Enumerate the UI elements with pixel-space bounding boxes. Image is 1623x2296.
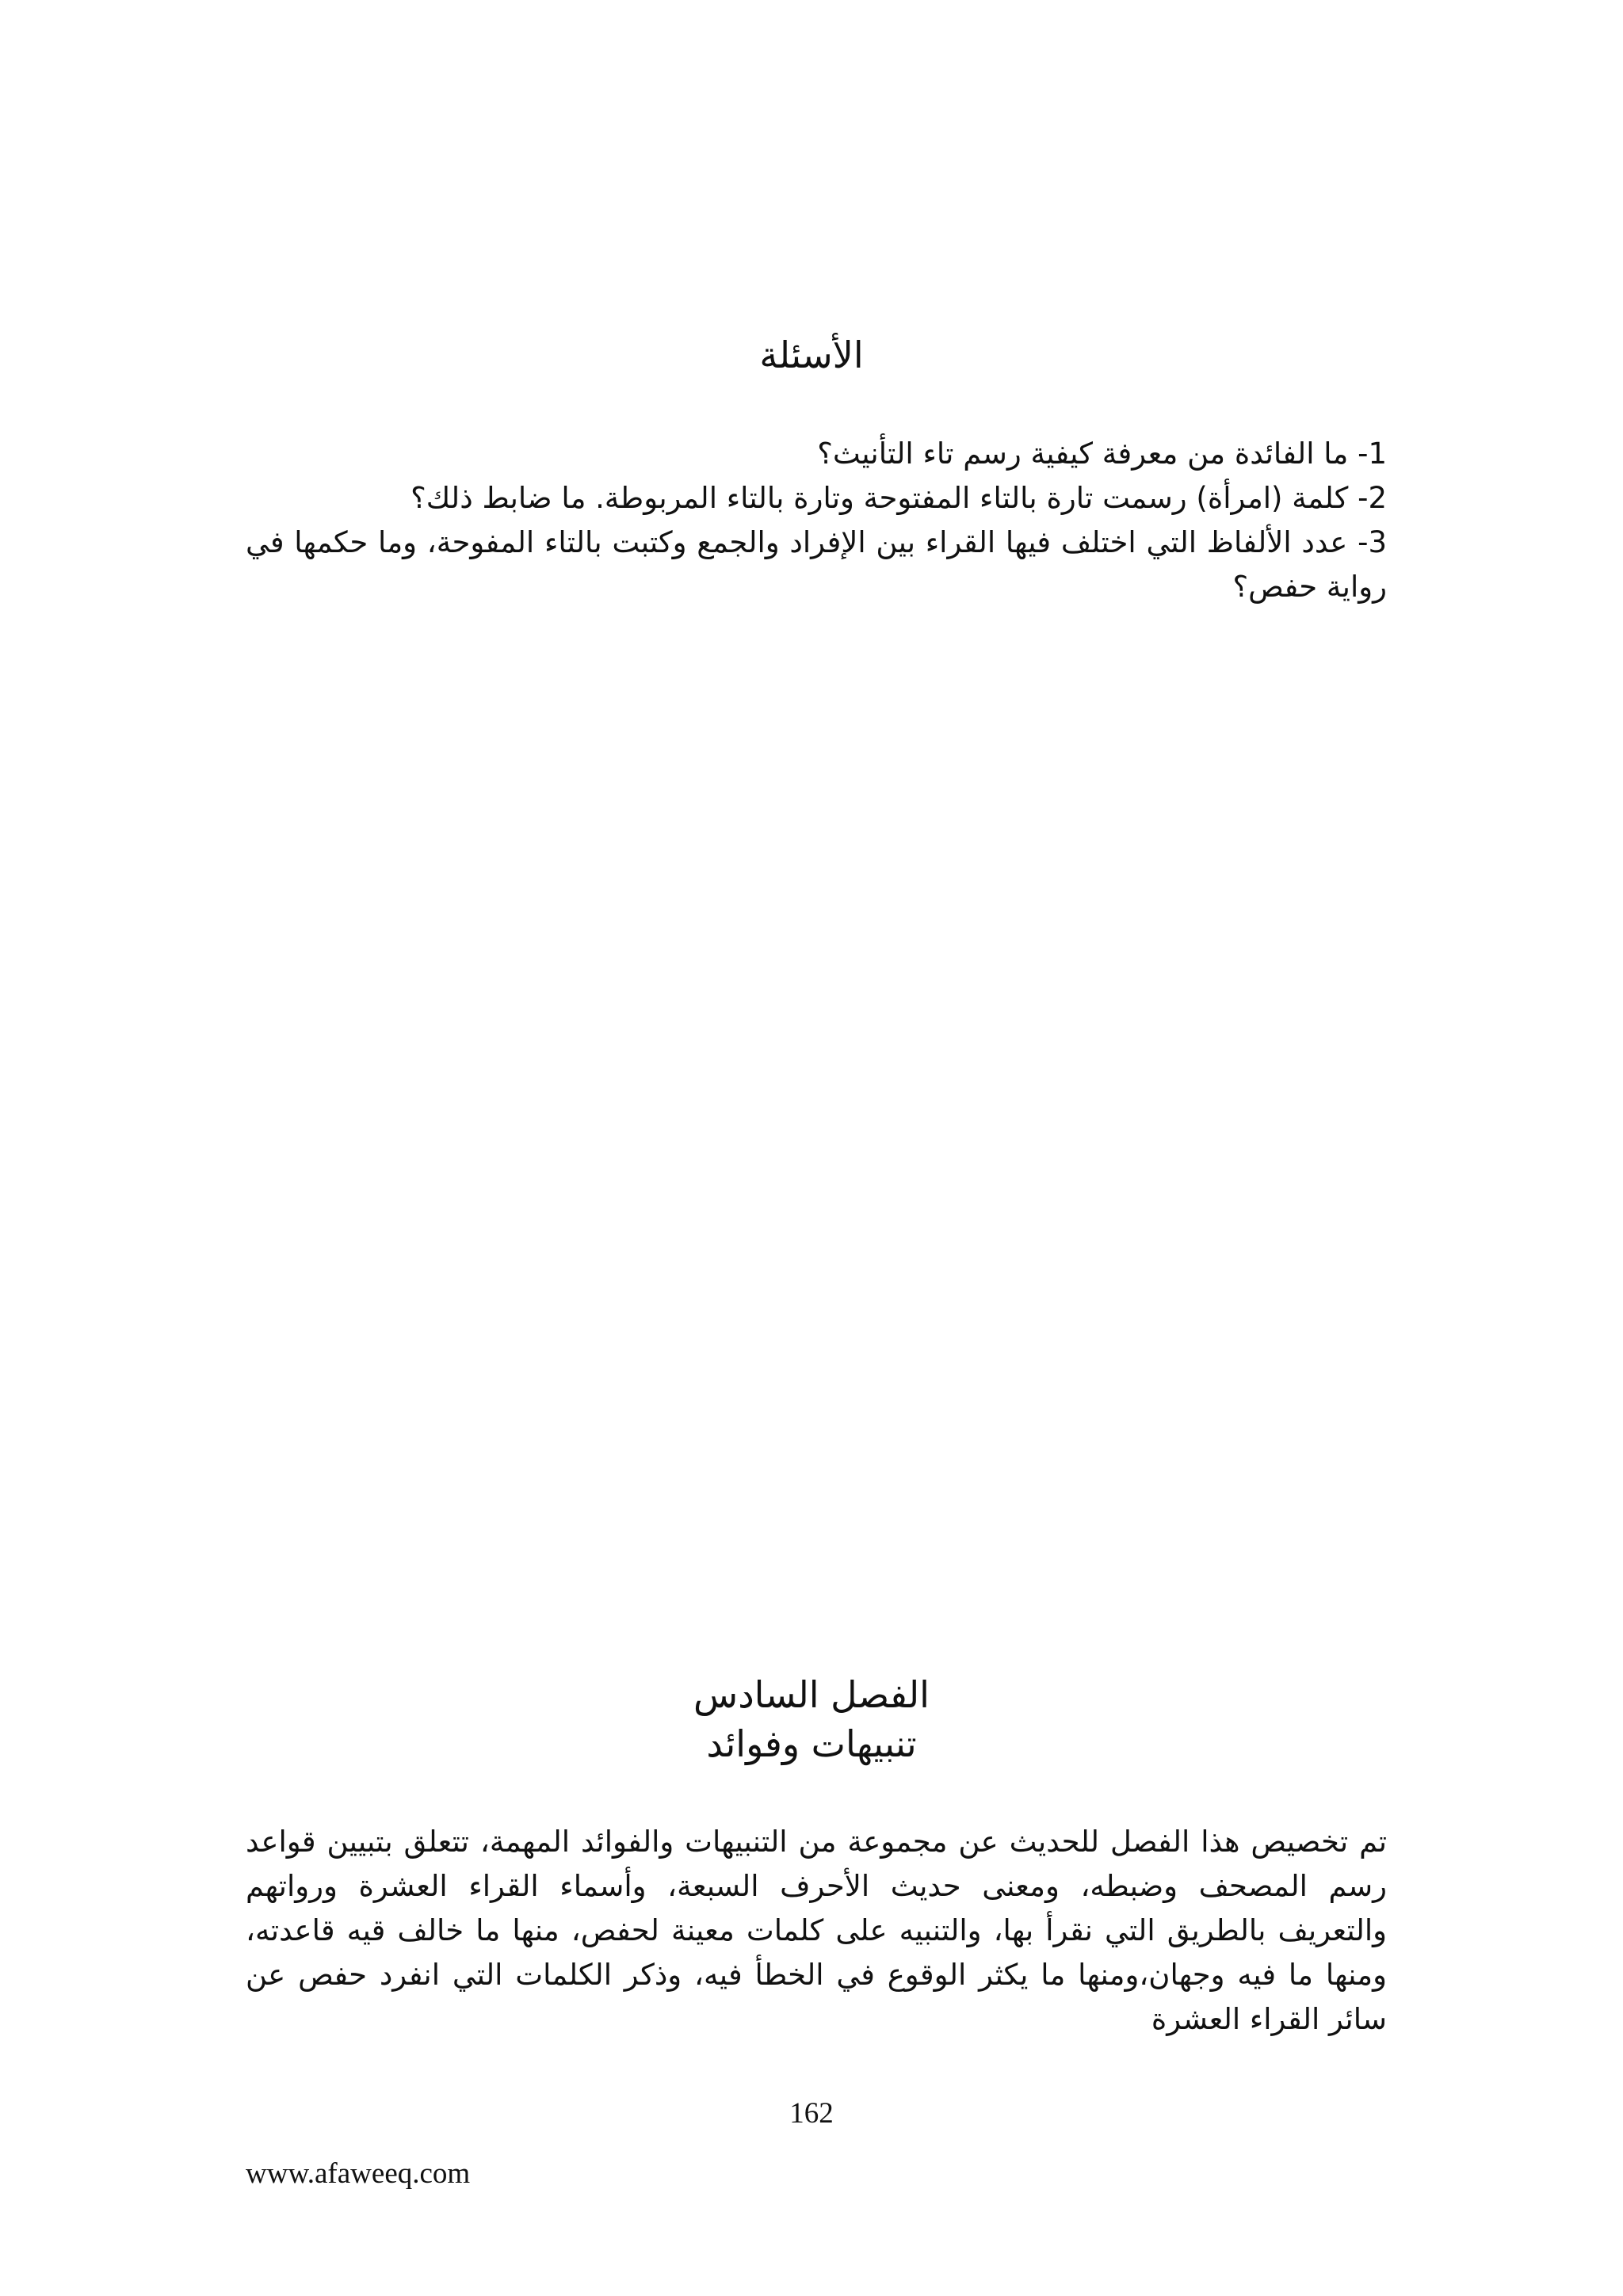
questions-list <box>246 432 1387 609</box>
question-item-1: 1- ما الفائدة من معرفة كيفية رسم تاء التأنيث؟ <box>817 437 1387 471</box>
chapter-number-title: الفصل السادس <box>693 1673 930 1716</box>
chapter-heading <box>0 1670 1623 1768</box>
chapter-subtitle: تنبيهات وفوائد <box>706 1722 917 1765</box>
chapter-intro-paragraph: تم تخصيص هذا الفصل للحديث عن مجموعة من التنبيهات والفوائد المهمة، تتعلق بتبيين قواعد رسم المصحف وضبطه، ومعنى حديث الأحرف السبعة، وأسماء القراء العشرة ورواتهم والتعريف بالطريق التي نقرأ بها، والتنبيه على كلمات معينة لحفص، منها ما خالف قيه قاعدته، ومنها ما فيه وجهان،ومنها ما يكثر الوقوع في الخطأ فيه، وذكر الكلمات التي انفرد حفص عن سائر القراء العشرة <box>246 1825 1387 2036</box>
website-footer: www.afaweeq.com <box>246 2157 471 2190</box>
question-item-3: 3- عدد الألفاظ التي اختلف فيها القراء بين الإفراد والجمع وكتبت بالتاء المفوحة، وما حكمها في رواية حفص؟ <box>246 525 1387 604</box>
question-item-2: 2- كلمة (امرأة) رسمت تارة بالتاء المفتوحة وتارة بالتاء المربوطة. ما ضابط ذلك؟ <box>411 481 1387 515</box>
page-number: 162 <box>789 2097 834 2130</box>
questions-heading: الأسئلة <box>759 334 864 376</box>
